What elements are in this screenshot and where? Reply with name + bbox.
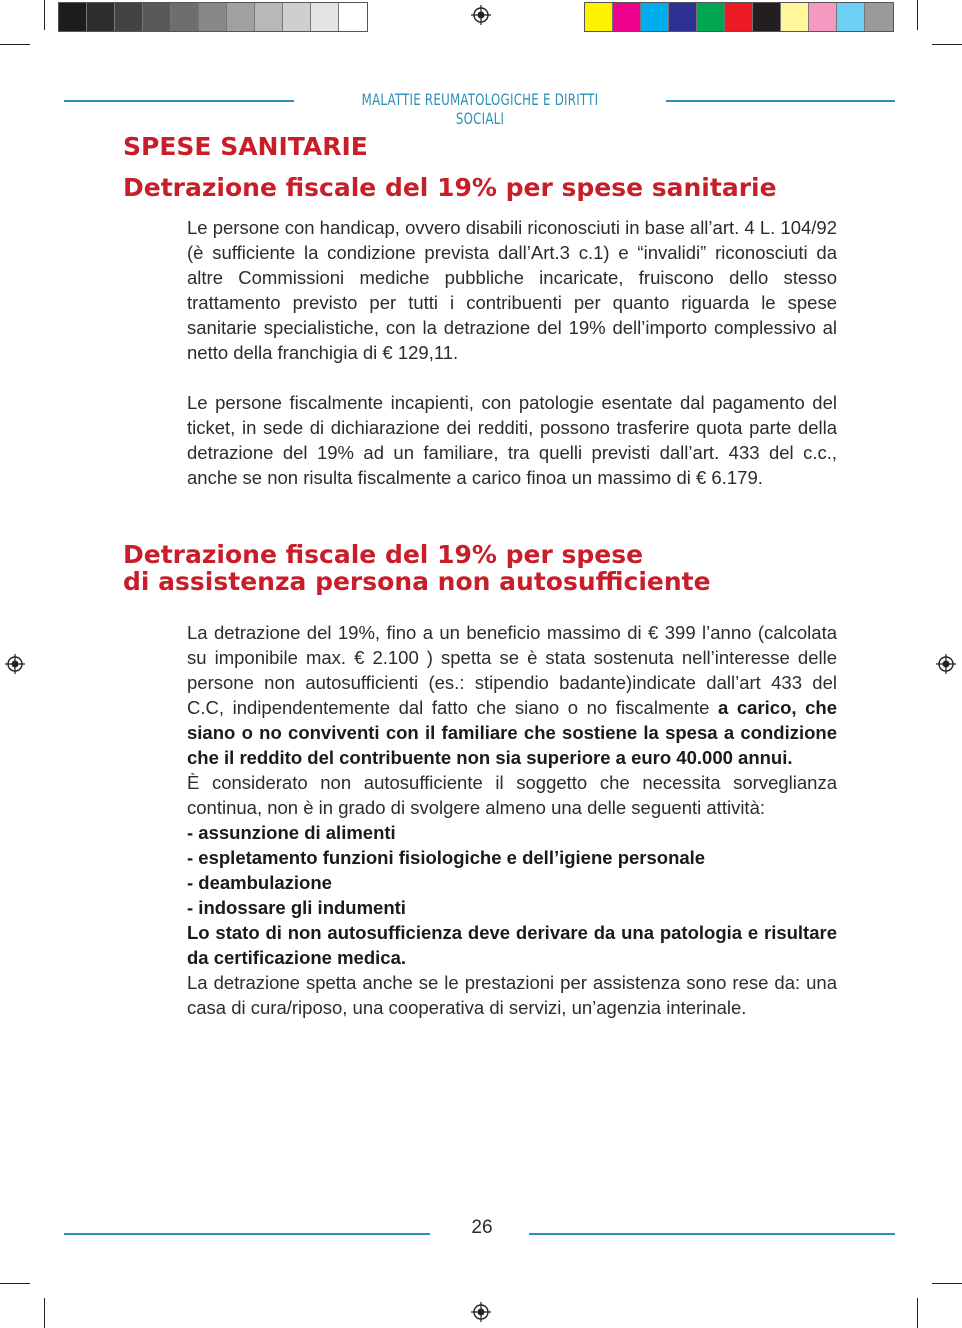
section-title: SPESE SANITARIE — [123, 132, 368, 161]
subtitle-non-self-sufficient — [123, 541, 711, 595]
color-swatch — [809, 3, 837, 31]
paragraph-assistance-deduction — [187, 620, 837, 770]
color-swatch — [59, 3, 87, 31]
header-rule-left — [64, 100, 294, 102]
color-swatch — [199, 3, 227, 31]
color-swatch — [725, 3, 753, 31]
registration-mark-left-icon — [5, 654, 25, 674]
list-item: - deambulazione — [187, 872, 332, 893]
crop-mark-bl-v — [44, 1298, 45, 1328]
subtitle-line-2: di assistenza persona non autosufficiente — [123, 567, 711, 596]
color-swatch — [641, 3, 669, 31]
registration-mark-bottom-icon — [471, 1302, 491, 1322]
footer-rule-left — [64, 1233, 430, 1235]
crop-mark-tl-h — [0, 44, 30, 45]
color-swatch — [837, 3, 865, 31]
paragraph-incapable-taxpayers: Le persone fiscalmente incapienti, con patologie esentate dal pagamento del ticket, in sede di dichiarazione dei redditi, possono trasferire quota parte della detrazione del 19% ad un familiare, tra quelli previsti dall’art. 433 del c.c., anche se non risulta fiscalmente a carico finoa un massimo di € 6.179. — [187, 392, 837, 488]
color-swatch — [171, 3, 199, 31]
crop-mark-bl-h — [0, 1283, 30, 1284]
color-swatch — [669, 3, 697, 31]
color-swatch — [115, 3, 143, 31]
crop-mark-tr-h — [932, 44, 962, 45]
paragraph-certification-requirement: Lo stato di non autosufficienza deve derivare da una patologia e risultare da certificazione medica. — [187, 922, 837, 968]
crop-mark-br-h — [932, 1283, 962, 1284]
paragraph-service-providers: La detrazione spetta anche se le prestazioni per assistenza sono rese da: una casa di cura/riposo, una cooperativa di servizi, un’agenzia interinale. — [187, 972, 837, 1018]
color-swatch — [585, 3, 613, 31]
crop-mark-br-v — [917, 1298, 918, 1328]
color-swatch — [283, 3, 311, 31]
color-swatch — [143, 3, 171, 31]
color-swatch — [865, 3, 893, 31]
color-swatch — [87, 3, 115, 31]
color-swatch — [781, 3, 809, 31]
list-item: - espletamento funzioni fisiologiche e dell’igiene personale — [187, 847, 706, 868]
registration-mark-right-icon — [936, 654, 956, 674]
page-number: 26 — [471, 1217, 493, 1238]
grayscale-calibration-bar — [58, 2, 368, 32]
color-swatch — [339, 3, 367, 31]
color-calibration-bar — [584, 2, 894, 32]
color-swatch — [697, 3, 725, 31]
color-swatch — [613, 3, 641, 31]
subtitle-line-1: Detrazione fiscale del 19% per spese — [123, 540, 644, 569]
crop-mark-tl-v — [44, 0, 45, 30]
color-swatch — [753, 3, 781, 31]
registration-mark-top-icon — [471, 5, 491, 25]
header-rule-right — [666, 100, 895, 102]
subtitle-medical-expenses: Detrazione fiscale del 19% per spese sanitarie — [123, 173, 777, 202]
color-swatch — [311, 3, 339, 31]
color-swatch — [227, 3, 255, 31]
paragraph-disabled-deduction: Le persone con handicap, ovvero disabili riconosciuti in base all’art. 4 L. 104/92 (è sufficiente la condizione prevista dall’Art.3 c.1) e “invalidi” riconosciuti da altre Commissioni mediche pubbliche incaricate, fruiscono dello stesso trattamento previsto per tutti i contribuenti per quanto riguarda le spese sanitarie specialistiche, con la detrazione del 19% dell’importo complessivo al netto della franchigia di € 129,11. — [187, 217, 837, 363]
paragraph-assistance-bold: a carico, che siano o no conviventi con il familiare che sostiene la spesa a condizione che il reddito del contribuente non sia superiore a euro 40.000 annui. — [187, 697, 838, 768]
color-swatch — [255, 3, 283, 31]
running-header: MALATTIE REUMATOLOGICHE E DIRITTI SOCIALI — [361, 90, 599, 128]
paragraph-definition: È considerato non autosufficiente il soggetto che necessita sorveglianza continua, non è in grado di svolgere almeno una delle seguenti attività: — [187, 772, 837, 818]
paragraph-assistance-plain: La detrazione del 19%, fino a un beneficio massimo di € 399 l’anno (calcolata su imponibile max. € 2.100 ) spetta se è stata sostenuta nell’interesse delle persone non autosufficienti (es.: stipendio badante)indicate dall’art 433 del C.C, indipendentemente dal fatto che siano o no fiscalmente — [187, 622, 837, 718]
assistance-section-body — [187, 620, 837, 1020]
crop-mark-tr-v — [917, 0, 918, 30]
list-item: - indossare gli indumenti — [187, 897, 406, 918]
list-item: - assunzione di alimenti — [187, 822, 396, 843]
footer-rule-right — [529, 1233, 895, 1235]
